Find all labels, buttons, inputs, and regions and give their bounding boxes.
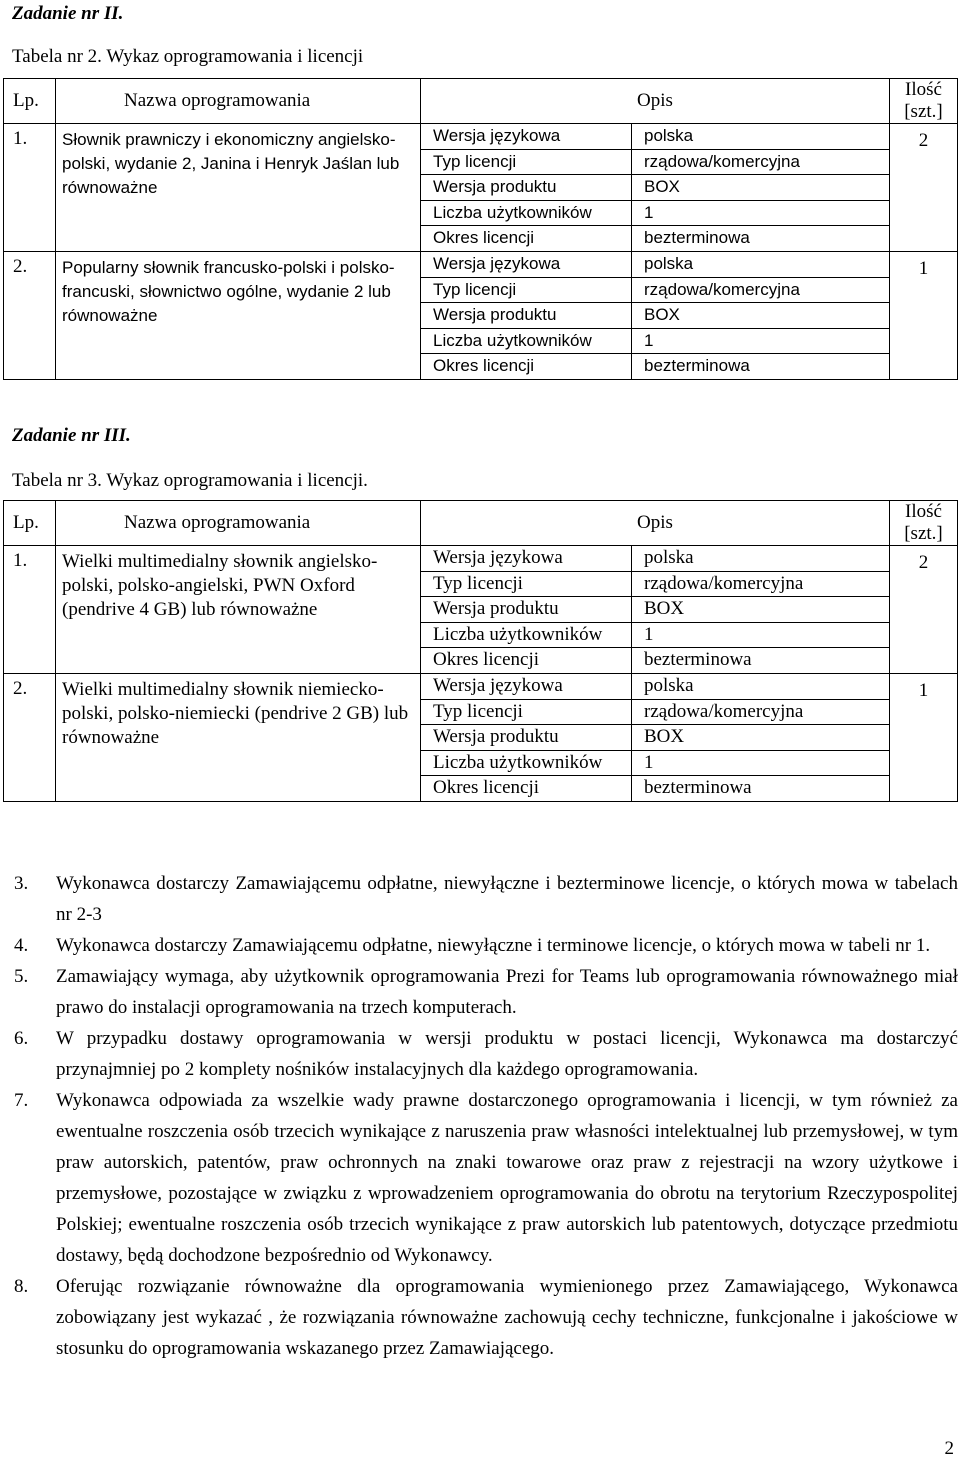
attribute-value: polska xyxy=(632,674,890,699)
attribute-key: Typ licencji xyxy=(421,571,632,597)
item-text: Wykonawca odpowiada za wszelkie wady prawne dostarczonego oprogramowania i licencji, w tym również za ewentualne roszczenia osób trzecich wynikające z naruszenia praw własności intelektualnej lub przemysłowej, w tym praw autorskich, patentów, praw ochronnych na znaki towarowe oraz praw z rejestracji na wzory użytkowe i przemysłowe, pozostające w związku z wprowadzeniem oprogramowania do obrotu na terytorium Rzeczypospolitej Polskiej; ewentualne roszczenia osób trzecich wynikające z praw autorskich lub patentowych, dotyczące przedmiotu dostawy, będą dochodzone bezpośrednio od Wykonawcy. xyxy=(56,1090,958,1266)
list-item xyxy=(14,1085,958,1271)
attribute-value: bezterminowa xyxy=(632,648,890,673)
row-qty: 2 xyxy=(890,124,958,252)
list-item xyxy=(14,961,958,1023)
table-header-row xyxy=(4,79,958,124)
attribute-key: Wersja językowa xyxy=(421,546,632,571)
attribute-value: rządowa/komercyjna xyxy=(632,699,890,725)
table-row xyxy=(4,252,958,380)
row-qty: 1 xyxy=(890,674,958,802)
attribute-row xyxy=(421,175,889,201)
task3-heading: Zadanie nr III. xyxy=(12,425,131,446)
table-header-row xyxy=(4,501,958,546)
attribute-key: Liczba użytkowników xyxy=(421,200,632,226)
row-description xyxy=(421,124,890,252)
software-table-3 xyxy=(3,500,958,802)
attribute-row xyxy=(421,776,889,801)
attributes-table xyxy=(421,546,889,673)
header-qty: Ilość [szt.] xyxy=(890,501,958,546)
attribute-key: Typ licencji xyxy=(421,149,632,175)
attribute-row xyxy=(421,750,889,776)
attribute-value: BOX xyxy=(632,725,890,751)
header-qty: Ilość [szt.] xyxy=(890,79,958,124)
table-row xyxy=(4,124,958,252)
list-item xyxy=(14,1023,958,1085)
attribute-key: Okres licencji xyxy=(421,354,632,379)
header-lp: Lp. xyxy=(4,501,56,546)
attribute-key: Wersja produktu xyxy=(421,175,632,201)
attribute-key: Wersja produktu xyxy=(421,303,632,329)
attribute-value: rządowa/komercyjna xyxy=(632,571,890,597)
attribute-value: bezterminowa xyxy=(632,354,890,379)
row-description xyxy=(421,674,890,802)
attribute-key: Wersja produktu xyxy=(421,725,632,751)
attribute-row xyxy=(421,252,889,277)
list-item xyxy=(14,930,958,961)
list-item xyxy=(14,1271,958,1364)
row-lp: 2. xyxy=(4,674,56,802)
table-row xyxy=(4,546,958,674)
attribute-key: Wersja produktu xyxy=(421,597,632,623)
attribute-row xyxy=(421,699,889,725)
attribute-value: bezterminowa xyxy=(632,776,890,801)
attribute-key: Okres licencji xyxy=(421,226,632,251)
attribute-key: Typ licencji xyxy=(421,277,632,303)
row-lp: 2. xyxy=(4,252,56,380)
attribute-value: polska xyxy=(632,124,890,149)
item-text: W przypadku dostawy oprogramowania w wersji produktu w postaci licencji, Wykonawca ma dostarczyć przynajmniej po 2 komplety nośników instalacyjnych dla każdego oprogramowania. xyxy=(56,1028,958,1080)
attribute-key: Liczba użytkowników xyxy=(421,328,632,354)
item-number: 3. xyxy=(14,873,29,894)
attribute-key: Wersja językowa xyxy=(421,674,632,699)
attribute-key: Typ licencji xyxy=(421,699,632,725)
attribute-value: BOX xyxy=(632,303,890,329)
row-software-name: Popularny słownik francusko-polski i polsko-francuski, słownictwo ogólne, wydanie 2 lub równoważne xyxy=(56,252,421,380)
attribute-value: polska xyxy=(632,252,890,277)
attribute-row xyxy=(421,149,889,175)
header-name: Nazwa oprogramowania xyxy=(56,501,421,546)
item-number: 7. xyxy=(14,1090,29,1111)
item-number: 6. xyxy=(14,1028,29,1049)
header-name: Nazwa oprogramowania xyxy=(56,79,421,124)
attribute-row xyxy=(421,648,889,673)
row-lp: 1. xyxy=(4,124,56,252)
attribute-row xyxy=(421,303,889,329)
attribute-row xyxy=(421,124,889,149)
item-number: 5. xyxy=(14,966,29,987)
attribute-value: rządowa/komercyjna xyxy=(632,149,890,175)
item-text: Oferując rozwiązanie równoważne dla oprogramowania wymienionego przez Zamawiającego, Wykonawca zobowiązany jest wykazać , że rozwiązania równoważne zachowują cechy techniczne, funkcjonalne i jakościowe w stosunku do oprogramowania wskazanego przez Zamawiającego. xyxy=(56,1276,958,1359)
item-text: Wykonawca dostarczy Zamawiającemu odpłatne, niewyłączne i terminowe licencje, o których mowa w tabeli nr 1. xyxy=(56,935,931,956)
attributes-table xyxy=(421,124,889,251)
item-text: Wykonawca dostarczy Zamawiającemu odpłatne, niewyłączne i bezterminowe licencje, o których mowa w tabelach nr 2-3 xyxy=(56,873,958,925)
row-lp: 1. xyxy=(4,546,56,674)
attributes-table xyxy=(421,252,889,379)
page-number: 2 xyxy=(944,1438,954,1459)
task2-heading: Zadanie nr II. xyxy=(12,3,124,24)
attribute-row xyxy=(421,200,889,226)
row-qty: 1 xyxy=(890,252,958,380)
table-row xyxy=(4,674,958,802)
attribute-key: Liczba użytkowników xyxy=(421,622,632,648)
row-software-name: Wielki multimedialny słownik angielsko- polski, polsko-angielski, PWN Oxford (pendrive 4 GB) lub równoważne xyxy=(56,546,421,674)
row-software-name: Wielki multimedialny słownik niemiecko-polski, polsko-niemiecki (pendrive 2 GB) lub równoważne xyxy=(56,674,421,802)
header-opis: Opis xyxy=(421,501,890,546)
attribute-row xyxy=(421,597,889,623)
attribute-row xyxy=(421,546,889,571)
attribute-key: Wersja językowa xyxy=(421,124,632,149)
attribute-value: BOX xyxy=(632,175,890,201)
item-number: 8. xyxy=(14,1276,29,1297)
item-text: Zamawiający wymaga, aby użytkownik oprogramowania Prezi for Teams lub oprogramowania równoważnego miał prawo do instalacji oprogramowania na trzech komputerach. xyxy=(56,966,958,1018)
header-opis: Opis xyxy=(421,79,890,124)
attribute-row xyxy=(421,725,889,751)
task2-table-caption: Tabela nr 2. Wykaz oprogramowania i licencji xyxy=(12,46,364,67)
row-qty: 2 xyxy=(890,546,958,674)
attribute-row xyxy=(421,622,889,648)
attribute-value: 1 xyxy=(632,750,890,776)
attribute-key: Okres licencji xyxy=(421,776,632,801)
task3-table-caption: Tabela nr 3. Wykaz oprogramowania i licencji. xyxy=(12,470,368,491)
attribute-key: Okres licencji xyxy=(421,648,632,673)
row-software-name: Słownik prawniczy i ekonomiczny angielsko-polski, wydanie 2, Janina i Henryk Jaślan lub równoważne xyxy=(56,124,421,252)
row-description xyxy=(421,546,890,674)
attribute-value: 1 xyxy=(632,328,890,354)
row-description xyxy=(421,252,890,380)
attribute-value: 1 xyxy=(632,200,890,226)
attribute-value: bezterminowa xyxy=(632,226,890,251)
attribute-row xyxy=(421,674,889,699)
attribute-key: Liczba użytkowników xyxy=(421,750,632,776)
attribute-key: Wersja językowa xyxy=(421,252,632,277)
requirements-list xyxy=(14,868,958,1364)
attribute-row xyxy=(421,354,889,379)
attribute-value: BOX xyxy=(632,597,890,623)
software-table-2 xyxy=(3,78,958,380)
attribute-row xyxy=(421,328,889,354)
header-lp: Lp. xyxy=(4,79,56,124)
attributes-table xyxy=(421,674,889,801)
attribute-value: rządowa/komercyjna xyxy=(632,277,890,303)
attribute-value: 1 xyxy=(632,622,890,648)
list-item xyxy=(14,868,958,930)
attribute-row xyxy=(421,226,889,251)
attribute-row xyxy=(421,277,889,303)
attribute-value: polska xyxy=(632,546,890,571)
attribute-row xyxy=(421,571,889,597)
item-number: 4. xyxy=(14,935,29,956)
